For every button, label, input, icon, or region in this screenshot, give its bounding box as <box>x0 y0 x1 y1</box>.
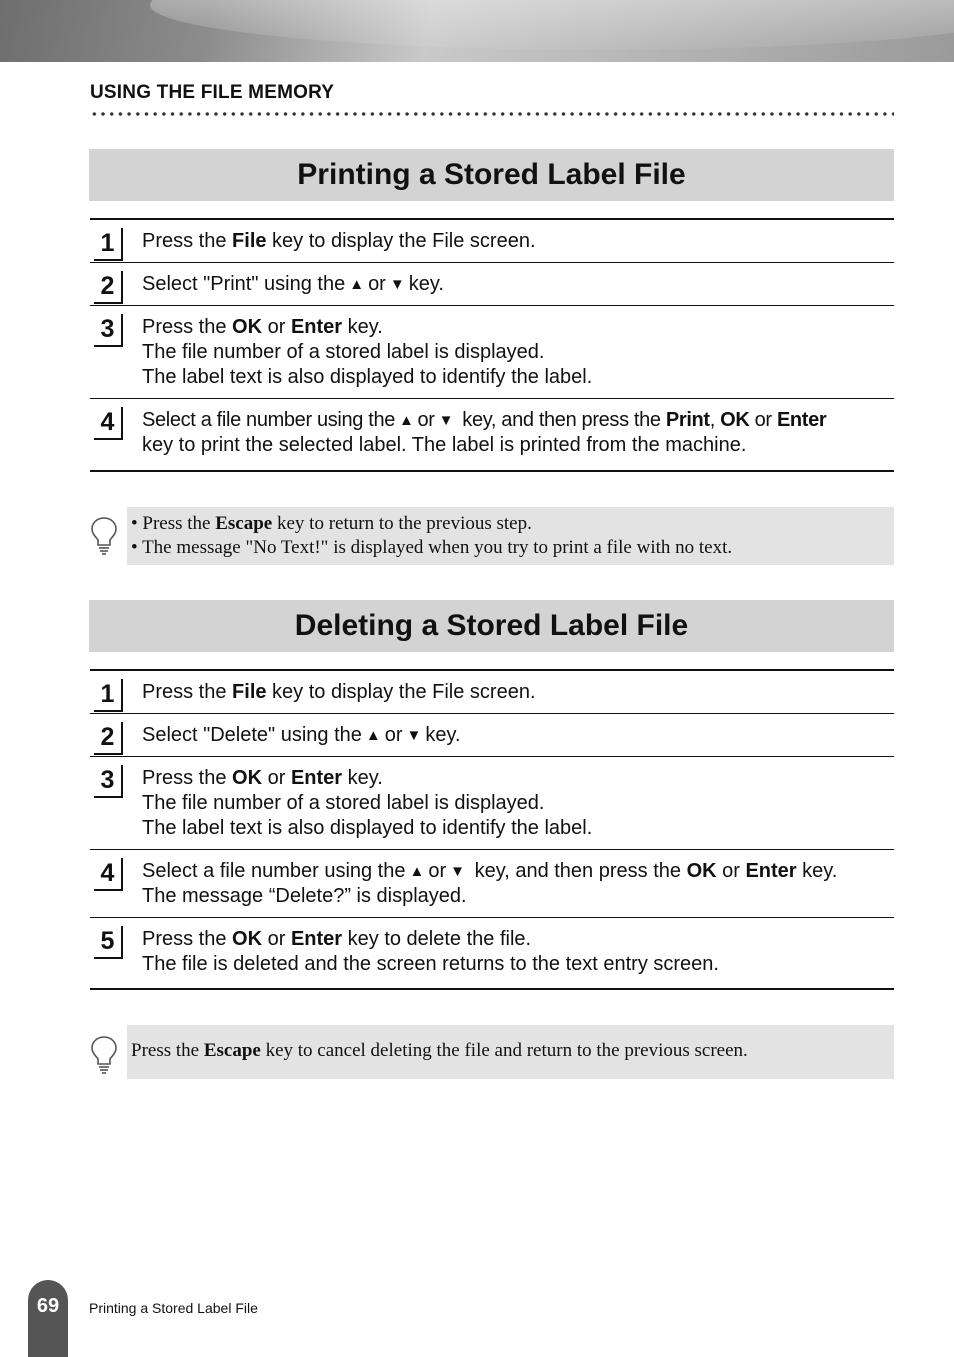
down-arrow-icon: ▼ <box>406 727 422 744</box>
step-detail: The file is deleted and the screen returns to the text entry screen. <box>142 953 719 975</box>
step-text: Press the File key to display the File screen. <box>142 230 536 252</box>
step-text: Press the OK or Enter key. <box>142 316 383 338</box>
delete-step-4 <box>90 849 894 917</box>
banner-swoosh <box>150 0 954 50</box>
down-arrow-icon: ▼ <box>450 863 466 880</box>
delete-step-3 <box>90 756 894 849</box>
step-detail: key to print the selected label. The label is printed from the machine. <box>142 434 747 456</box>
print-step-4 <box>90 398 894 470</box>
delete-step-1 <box>90 671 894 713</box>
step-text: Select "Print" using the ▲ or ▼ key. <box>142 273 444 295</box>
step-text: Select a file number using the ▲ or ▼ key, and then press the Print, OK or Enter <box>142 409 827 431</box>
step-text: Select "Delete" using the ▲ or ▼ key. <box>142 724 461 746</box>
step-number: 4 <box>94 858 123 891</box>
footer-title: Printing a Stored Label File <box>89 1300 258 1316</box>
print-steps <box>90 218 894 472</box>
page-number-tab: 69 <box>28 1280 68 1357</box>
print-step-1 <box>90 220 894 262</box>
delete-step-2 <box>90 713 894 756</box>
step-detail: The label text is also displayed to identify the label. <box>142 366 593 388</box>
delete-note <box>127 1025 894 1079</box>
step-number: 3 <box>94 765 123 798</box>
lightbulb-icon <box>89 515 119 557</box>
step-number: 4 <box>94 407 123 440</box>
up-arrow-icon: ▲ <box>365 727 381 744</box>
section-heading: USING THE FILE MEMORY <box>90 82 335 103</box>
note-item: Press the Escape key to cancel deleting the file and return to the previous screen. <box>131 1040 748 1061</box>
step-detail: The file number of a stored label is displayed. <box>142 341 545 363</box>
step-number: 2 <box>94 722 123 755</box>
down-arrow-icon: ▼ <box>389 276 405 293</box>
up-arrow-icon: ▲ <box>409 863 425 880</box>
delete-steps <box>90 669 894 990</box>
dotted-divider <box>90 111 894 117</box>
step-detail: The label text is also displayed to identify the label. <box>142 817 593 839</box>
up-arrow-icon: ▲ <box>399 412 414 429</box>
print-note <box>127 507 894 565</box>
header-banner <box>0 0 954 62</box>
step-number: 5 <box>94 926 123 959</box>
note-item: • Press the Escape key to return to the previous step. <box>131 513 532 534</box>
step-number: 1 <box>94 228 123 261</box>
lightbulb-icon <box>89 1034 119 1076</box>
print-section-title: Printing a Stored Label File <box>89 149 894 201</box>
print-step-2 <box>90 262 894 305</box>
step-detail: The message “Delete?” is displayed. <box>142 885 467 907</box>
print-step-3 <box>90 305 894 398</box>
up-arrow-icon: ▲ <box>349 276 365 293</box>
step-number: 1 <box>94 679 123 712</box>
step-detail: The file number of a stored label is displayed. <box>142 792 545 814</box>
step-text: Press the OK or Enter key to delete the file. <box>142 928 532 950</box>
step-text: Select a file number using the ▲ or ▼ key, and then press the OK or Enter key. <box>142 860 838 882</box>
step-number: 3 <box>94 314 123 347</box>
step-text: Press the File key to display the File screen. <box>142 681 536 703</box>
down-arrow-icon: ▼ <box>438 412 454 429</box>
delete-section-title: Deleting a Stored Label File <box>89 600 894 652</box>
note-item: • The message "No Text!" is displayed when you try to print a file with no text. <box>131 537 733 558</box>
delete-step-5 <box>90 917 894 988</box>
step-text: Press the OK or Enter key. <box>142 767 383 789</box>
step-number: 2 <box>94 271 123 304</box>
